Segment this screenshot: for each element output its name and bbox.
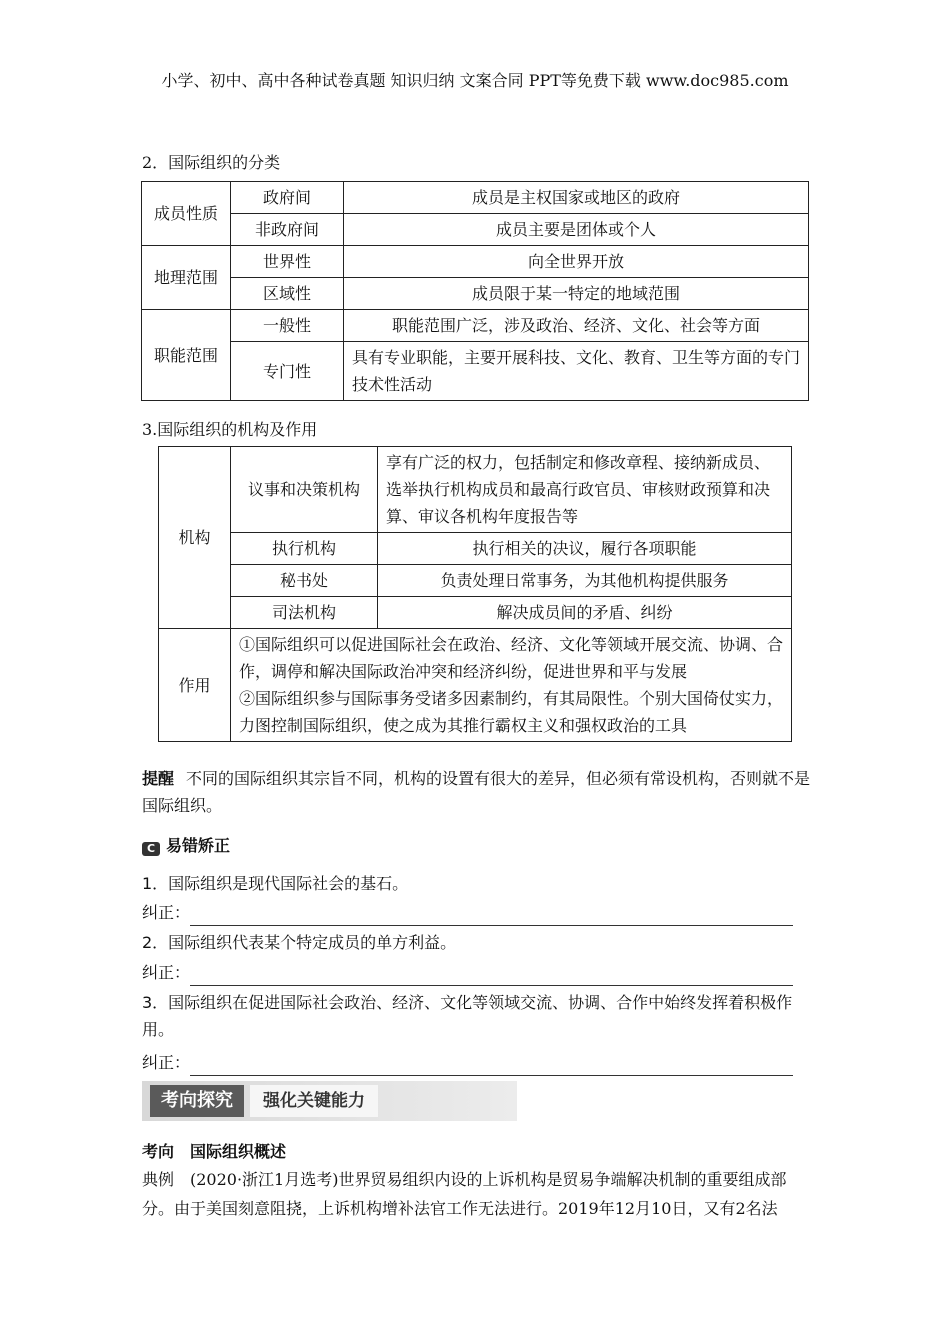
cell: 非政府间	[231, 214, 344, 246]
answer-blank[interactable]	[190, 967, 793, 986]
fix-label: 纠正：	[142, 1053, 191, 1072]
cell: 世界性	[231, 246, 344, 278]
group-function: 职能范围	[142, 310, 231, 401]
banner-tag: 考向探究	[150, 1085, 244, 1117]
example-paragraph: 典例 (2020·浙江1月选考)世界贸易组织内设的上诉机构是贸易争端解决机制的重要组成部分。由于美国刻意阻挠，上诉机构增补法官工作无法进行。2019年12月10日，又有2名法	[142, 1170, 787, 1218]
section-banner	[142, 1081, 517, 1121]
correction-icon: C	[142, 842, 160, 856]
cell: 向全世界开放	[344, 246, 809, 278]
role-cell	[231, 629, 792, 742]
row-head-institution: 机构	[159, 447, 231, 629]
error-correction-title: 易错矫正	[166, 836, 231, 855]
cell: 执行机构	[231, 533, 378, 565]
fix-line-2	[142, 959, 793, 986]
cell: 政府间	[231, 182, 344, 214]
cell: 一般性	[231, 310, 344, 342]
cell: 成员是主权国家或地区的政府	[344, 182, 809, 214]
error-correction-heading	[142, 832, 230, 859]
cell: 议事和决策机构	[231, 447, 378, 533]
cell: 司法机构	[231, 597, 378, 629]
item-2: 2．国际组织代表某个特定成员的单方利益。	[142, 933, 457, 952]
role-point-2: ②国际组织参与国际事务受诸多因素制约，有其局限性。个别大国倚仗实力，力图控制国际组织，使之成为其推行霸权主义和强权政治的工具	[239, 689, 784, 735]
fix-label: 纠正：	[142, 963, 191, 982]
tip-label: 提醒	[142, 769, 175, 788]
group-geography: 地理范围	[142, 246, 231, 310]
cell: 区域性	[231, 278, 344, 310]
topic-title: 考向 国际组织概述	[142, 1142, 287, 1161]
fix-line-1	[142, 899, 793, 926]
cell: 成员主要是团体或个人	[344, 214, 809, 246]
tip-paragraph	[142, 765, 812, 819]
group-member-nature: 成员性质	[142, 182, 231, 246]
tip-text: 不同的国际组织其宗旨不同，机构的设置有很大的差异，但必须有常设机构，否则就不是国际组织。	[142, 769, 811, 815]
item-3: 3．国际组织在促进国际社会政治、经济、文化等领域交流、协调、合作中始终发挥着积极作用。	[142, 993, 793, 1039]
cell: 执行相关的决议，履行各项职能	[378, 533, 792, 565]
item-1: 1．国际组织是现代国际社会的基石。	[142, 874, 409, 893]
cell: 具有专业职能，主要开展科技、文化、教育、卫生等方面的专门技术性活动	[344, 342, 809, 401]
cell: 职能范围广泛，涉及政治、经济、文化、社会等方面	[344, 310, 809, 342]
answer-blank[interactable]	[190, 907, 793, 926]
page-header: 小学、初中、高中各种试卷真题 知识归纳 文案合同 PPT等免费下载 www.doc985.com	[161, 71, 789, 90]
answer-blank[interactable]	[190, 1057, 793, 1076]
row-head-role: 作用	[159, 629, 231, 742]
role-point-1: ①国际组织可以促进国际社会在政治、经济、文化等领域开展交流、协调、合作，调停和解决国际政治冲突和经济纠纷，促进世界和平与发展	[239, 635, 784, 681]
section-3-title: 3.国际组织的机构及作用	[142, 420, 318, 439]
cell: 享有广泛的权力，包括制定和修改章程、接纳新成员、选举执行机构成员和最高行政官员、审核财政预算和决算、审议各机构年度报告等	[378, 447, 792, 533]
cell: 专门性	[231, 342, 344, 401]
fix-line-3	[142, 1049, 793, 1076]
cell: 成员限于某一特定的地域范围	[344, 278, 809, 310]
section-2-title: 2．国际组织的分类	[142, 153, 281, 172]
classification-table	[141, 181, 809, 401]
institution-table	[158, 446, 792, 742]
cell: 解决成员间的矛盾、纠纷	[378, 597, 792, 629]
cell: 秘书处	[231, 565, 378, 597]
banner-subtitle: 强化关键能力	[250, 1085, 378, 1117]
cell: 负责处理日常事务，为其他机构提供服务	[378, 565, 792, 597]
fix-label: 纠正：	[142, 903, 191, 922]
